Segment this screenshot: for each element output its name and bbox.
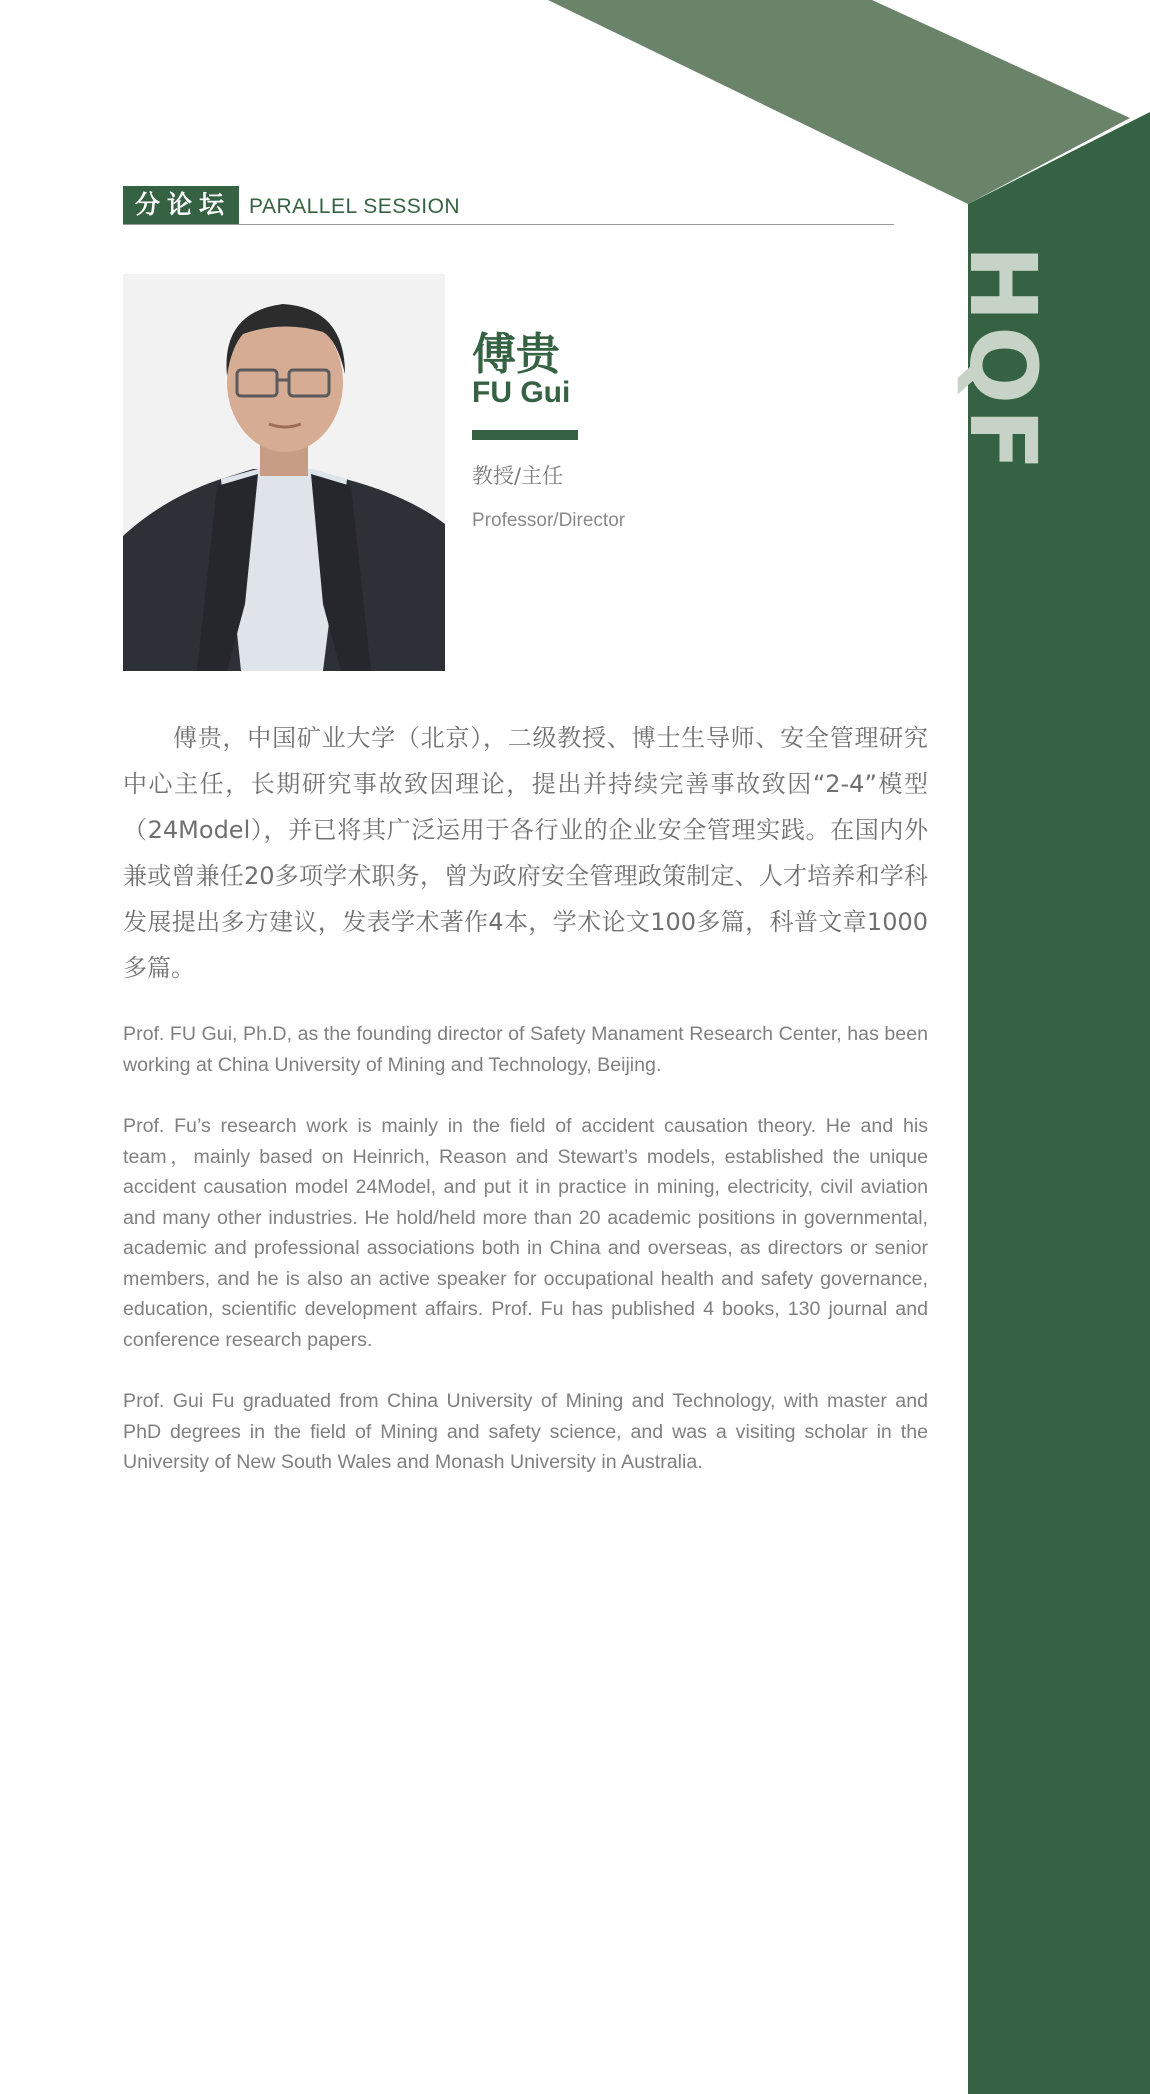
bio-english-paragraph-1: Prof. FU Gui, Ph.D, as the founding director of Safety Manament Research Center, has been working at China University of Mining and Technology, Beijing.: [123, 1023, 928, 1076]
speaker-title-cn: 教授/主任: [472, 464, 564, 488]
brand-vertical-text: HQF: [949, 245, 1056, 476]
bio-english-paragraph-2: Prof. Fu’s research work is mainly in the field of accident causation theory. He and his team，mainly based on Heinrich, Reason and Stewart’s models, established the unique accident causation model 24Model, and put it in practice in mining, electricity, civil aviation and many other industries. He hold/held more than 20 academic positions in governmental, academic and professional associations both in China and overseas, as directors or senior members, and he is also an active speaker for occupational health and safety governance, education, scientific development affairs. Prof. Fu has published 4 books, 130 journal and conference research papers.: [123, 1115, 928, 1351]
bio-english-paragraph-3: Prof. Gui Fu graduated from China University of Mining and Technology, with master and PhD degrees in the field of Mining and safety science, and was a visiting scholar in the University of New South Wales and Monash University in Australia.: [123, 1390, 928, 1473]
session-title: PARALLEL SESSION: [249, 195, 461, 218]
bio-chinese: 傅贵，中国矿业大学（北京），二级教授、博士生导师、安全管理研究中心主任，长期研究事故致因理论，提出并持续完善事故致因“2-4”模型（24Model），并已将其广泛运用于各行业的企业安全管理实践。在国内外兼或曾兼任20多项学术职务，曾为政府安全管理政策制定、人才培养和学科发展提出多方建议，发表学术著作4本，学术论文100多篇，科普文章1000多篇。: [123, 724, 928, 982]
name-divider: [472, 430, 578, 440]
speaker-name-cn: 傅贵: [472, 329, 560, 380]
speaker-title-en: Professor/Director: [472, 510, 626, 531]
session-tag: 分论坛: [123, 186, 239, 224]
speaker-name-en: FU Gui: [472, 376, 571, 409]
speaker-portrait: [123, 274, 445, 671]
portrait-icon: [123, 274, 445, 671]
session-header: [123, 186, 894, 225]
